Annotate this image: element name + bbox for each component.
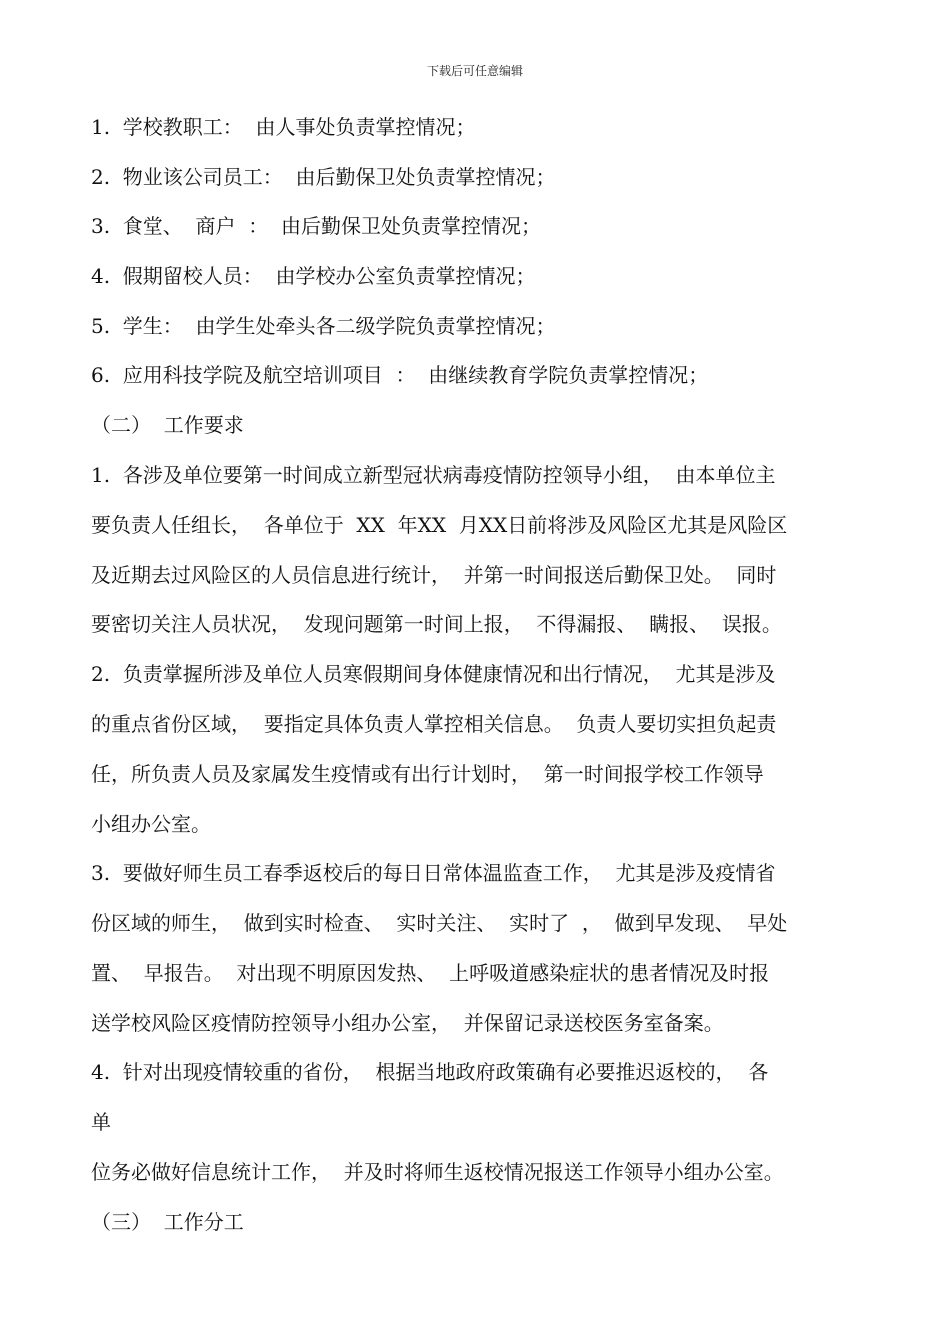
list-item-1: 1. 学校教职工： 由人事处负责掌控情况；: [91, 115, 476, 139]
paragraph-line: 送学校风险区疫情防控领导小组办公室， 并保留记录送校医务室备案。: [91, 1011, 724, 1035]
paragraph-line: 小组办公室。: [91, 812, 211, 836]
paragraph-line: 1. 各涉及单位要第一时间成立新型冠状病毒疫情防控领导小组， 由本单位主: [91, 463, 776, 487]
page-header: 下载后可任意编辑: [426, 64, 523, 78]
paragraph-line: 的重点省份区域， 要指定具体负责人掌控相关信息。 负责人要切实担负起责: [91, 712, 777, 736]
paragraph-line: 3. 要做好师生员工春季返校后的每日日常体温监查工作， 尤其是涉及疫情省: [91, 861, 776, 885]
paragraph-line: 要负责人任组长， 各单位于 XX 年XX 月XX日前将涉及风险区尤其是风险区: [91, 513, 788, 537]
list-item-2: 2. 物业该公司员工： 由后勤保卫处负责掌控情况；: [91, 165, 556, 189]
section-heading-3: （三） 工作分工: [91, 1210, 244, 1234]
paragraph-line: 位务必做好信息统计工作， 并及时将师生返校情况报送工作领导小组办公室。: [91, 1160, 784, 1184]
section-heading-2: （二） 工作要求: [91, 413, 244, 437]
paragraph-line: 单: [91, 1110, 111, 1134]
list-item-6: 6. 应用科技学院及航空培训项目 ： 由继续教育学院负责掌控情况；: [91, 363, 709, 387]
paragraph-line: 2. 负责掌握所涉及单位人员寒假期间身体健康情况和出行情况， 尤其是涉及: [91, 662, 776, 686]
list-item-3: 3. 食堂、 商户 ： 由后勤保卫处负责掌控情况；: [91, 214, 541, 238]
paragraph-line: 份区域的师生， 做到实时检查、 实时关注、 实时了 ， 做到早发现、 早处: [91, 911, 788, 935]
paragraph-line: 任，所负责人员及家属发生疫情或有出行计划时， 第一时间报学校工作领导: [91, 762, 764, 786]
list-item-5: 5. 学生： 由学生处牵头各二级学院负责掌控情况；: [91, 314, 556, 338]
paragraph-line: 及近期去过风险区的人员信息进行统计， 并第一时间报送后勤保卫处。 同时: [91, 563, 777, 587]
list-item-4: 4. 假期留校人员： 由学校办公室负责掌控情况；: [91, 264, 536, 288]
paragraph-line: 4. 针对出现疫情较重的省份， 根据当地政府政策确有必要推迟返校的， 各: [91, 1060, 769, 1084]
paragraph-line: 置、 早报告。 对出现不明原因发热、 上呼吸道感染症状的患者情况及时报: [91, 961, 770, 985]
paragraph-line: 要密切关注人员状况， 发现问题第一时间上报， 不得漏报、 瞒报、 误报。: [91, 612, 782, 636]
